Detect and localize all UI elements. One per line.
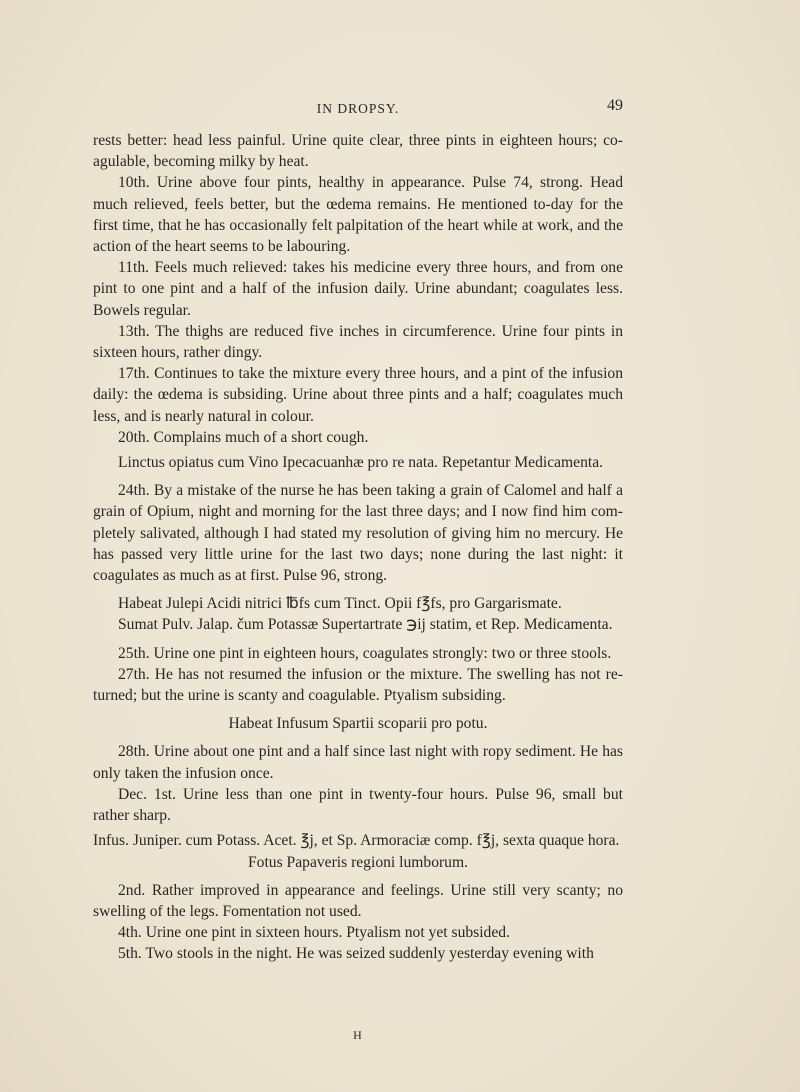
paragraph: 10th. Urine above four pints, healthy in appearance. Pulse 74, strong. Head much relieved, feels better, but the œdema remains. He mentioned to-day for the first time, that he has occasionally felt palpitation of the heart while at work, and the action of the heart seems to be labouring. [93, 174, 623, 256]
paragraph: 11th. Feels much relieved: takes his medicine every three hours, and from one pint to one pint and a half of the infusion daily. Urine abundant; coagulates less. Bowels regular. [93, 259, 623, 319]
paragraph: 28th. Urine about one pint and a half since last night with ropy sediment. He has only taken the infusion once. [93, 743, 623, 782]
paragraph: rests better: head less painful. Urine quite clear, three pints in eighteen hours; co-agulable, becoming milky by heat. [93, 132, 623, 171]
paragraph: 5th. Two stools in the night. He was seized suddenly yesterday evening with [118, 945, 594, 963]
signature-mark: H [353, 1028, 363, 1042]
paragraph: 4th. Urine one pint in sixteen hours. Ptyalism not yet subsided. [118, 924, 510, 942]
running-head: IN DROPSY. [316, 101, 400, 116]
paragraph: Habeat Julepi Acidi nitrici ℔fs cum Tinct. Opii f℥fs, pro Gargarismate. [118, 595, 562, 613]
paragraph: Fotus Papaveris regioni lumborum. [247, 853, 469, 871]
paragraph: Dec. 1st. Urine less than one pint in twenty-four hours. Pulse 96, small but rather sharp. [93, 785, 623, 825]
page-number: 49 [607, 97, 623, 114]
paragraph: 17th. Continues to take the mixture every three hours, and a pint of the infusion daily: the œdema is subsiding. Urine about three pints and a half; coagulates much less, and is nearly natural in colour. [93, 365, 623, 425]
paragraph: 24th. By a mistake of the nurse he has been taking a grain of Calomel and half a grain of Opium, night and morning for the last three days; and I now find him com-pletely salivated, although I had stated my resolution of giving him no mercury. He has passed very little urine for the last two days; none during the last night: it coagulates as much as at first. Pulse 96, strong. [93, 482, 623, 585]
paragraph: 2nd. Rather improved in appearance and feelings. Urine still very scanty; no swelling of the legs. Fomentation not used. [93, 881, 623, 920]
paragraph: 27th. He has not resumed the infusion or the mixture. The swelling has not re-turned; but the urine is scanty and coagulable. Ptyalism subsiding. [93, 665, 623, 705]
paragraph: Habeat Infusum Spartii scoparii pro potu. [228, 715, 488, 733]
paragraph: 25th. Urine one pint in eighteen hours, coagulates strongly: two or three stools. [118, 644, 612, 662]
page-header [93, 97, 623, 121]
paragraph: 20th. Complains much of a short cough. [118, 428, 369, 446]
paragraph: Sumat Pulv. Jalap. čum Potassæ Supertartrate ℈ij statim, et Rep. Medicamenta. [118, 616, 613, 634]
paragraph: 13th. The thighs are reduced five inches in circumference. Urine four pints in sixteen hours, rather dingy. [93, 322, 623, 362]
paragraph: Infus. Juniper. cum Potass. Acet. ℥j, et Sp. Armoraciæ comp. f℥j, sexta quaque hora. [93, 832, 620, 850]
paragraph: Linctus opiatus cum Vino Ipecacuanhæ pro re nata. Repetantur Medicamenta. [118, 454, 604, 472]
body-text [93, 130, 623, 965]
